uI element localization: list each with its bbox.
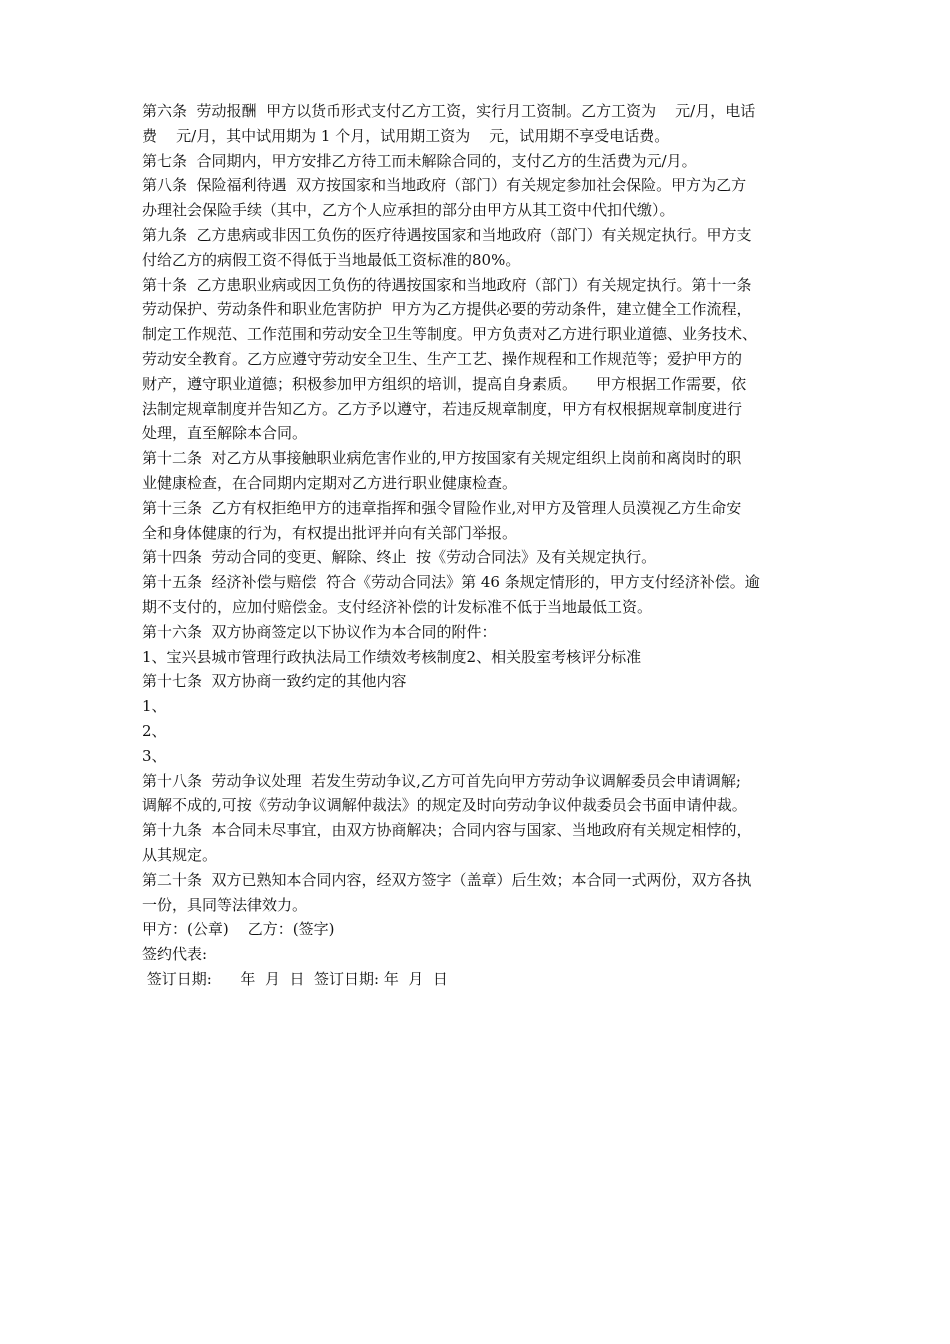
text-line: 办理社会保险手续（其中，乙方个人应承担的部分由甲方从其工资中代扣代缴）。 (142, 201, 675, 220)
text-line: 1、 (142, 697, 167, 716)
text-line: 第十三条 乙方有权拒绝甲方的违章指挥和强令冒险作业,对甲方及管理人员漠视乙方生命安 (142, 498, 742, 517)
text-line: 第十五条 经济补偿与赔偿 符合《劳动合同法》第 46 条规定情形的，甲方支付经济补偿。逾 (142, 573, 760, 592)
text-line: 制定工作规范、工作范围和劳动安全卫生等制度。甲方负责对乙方进行职业道德、业务技术、 (142, 325, 758, 344)
contract-text (142, 99, 814, 992)
signature-party-line: 甲方：(公章) 乙方：(签字) (142, 920, 335, 939)
text-line: 3、 (142, 746, 167, 765)
text-line: 第十条 乙方患职业病或因工负伤的待遇按国家和当地政府（部门）有关规定执行。第十一条 (142, 275, 752, 294)
text-line: 全和身体健康的行为，有权提出批评并向有关部门举报。 (142, 523, 518, 542)
text-line: 法制定规章制度并告知乙方。乙方予以遵守，若违反规章制度，甲方有权根据规章制度进行 (142, 399, 743, 418)
text-line: 业健康检查，在合同期内定期对乙方进行职业健康检查。 (142, 473, 518, 492)
text-line: 第二十条 双方已熟知本合同内容，经双方签字（盖章）后生效；本合同一式两份，双方各执 (142, 870, 752, 889)
text-line: 费 元/月，其中试用期为 1 个月，试用期工资为 元，试用期不享受电话费。 (142, 126, 670, 145)
text-line: 2、 (142, 721, 167, 740)
text-line: 财产，遵守职业道德；积极参加甲方组织的培训，提高自身素质。 甲方根据工作需要，依 (142, 374, 747, 393)
text-line: 从其规定。 (142, 845, 218, 864)
text-line: 第十九条 本合同未尽事宜，由双方协商解决；合同内容与国家、当地政府有关规定相悖的， (142, 821, 752, 840)
text-line: 第十二条 对乙方从事接触职业病危害作业的,甲方按国家有关规定组织上岗前和离岗时的职 (142, 449, 742, 468)
text-line: 劳动保护、劳动条件和职业危害防护 甲方为乙方提供必要的劳动条件，建立健全工作流程， (142, 300, 752, 319)
text-line: 第十四条 劳动合同的变更、解除、终止 按《劳动合同法》及有关规定执行。 (142, 548, 657, 567)
text-line: 一份，具同等法律效力。 (142, 895, 308, 914)
text-line: 第十八条 劳动争议处理 若发生劳动争议,乙方可首先向甲方劳动争议调解委员会申请调解; (142, 771, 741, 790)
text-line: 付给乙方的病假工资不得低于当地最低工资标准的80%。 (142, 250, 521, 269)
signature-representative-line: 签约代表: (142, 945, 208, 964)
text-line: 劳动安全教育。乙方应遵守劳动安全卫生、生产工艺、操作规程和工作规范等；爱护甲方的 (142, 349, 743, 368)
text-line: 1、宝兴县城市管理行政执法局工作绩效考核制度2、相关股室考核评分标准 (142, 647, 642, 666)
text-line: 第七条 合同期内，甲方安排乙方待工而未解除合同的，支付乙方的生活费为元/月。 (142, 151, 697, 170)
text-line: 调解不成的,可按《劳动争议调解仲裁法》的规定及时向劳动争议仲裁委员会书面申请仲裁。 (142, 796, 747, 815)
text-line: 期不支付的，应加付赔偿金。支付经济补偿的计发标准不低于当地最低工资。 (142, 597, 653, 616)
text-line: 第十七条 双方协商一致约定的其他内容 (142, 672, 407, 691)
text-line: 第八条 保险福利待遇 双方按国家和当地政府（部门）有关规定参加社会保险。甲方为乙方 (142, 176, 747, 195)
text-line: 第十六条 双方协商签定以下协议作为本合同的附件： (142, 622, 497, 641)
text-line: 第六条 劳动报酬 甲方以货币形式支付乙方工资，实行月工资制。乙方工资为 元/月，电话 (142, 102, 756, 120)
text-line: 处理，直至解除本合同。 (142, 424, 308, 443)
text-line: 第九条 乙方患病或非因工负伤的医疗待遇按国家和当地政府（部门）有关规定执行。甲方支 (142, 225, 752, 244)
signature-date-line: 签订日期: 年 月 日 签订日期: 年 月 日 (142, 969, 448, 988)
